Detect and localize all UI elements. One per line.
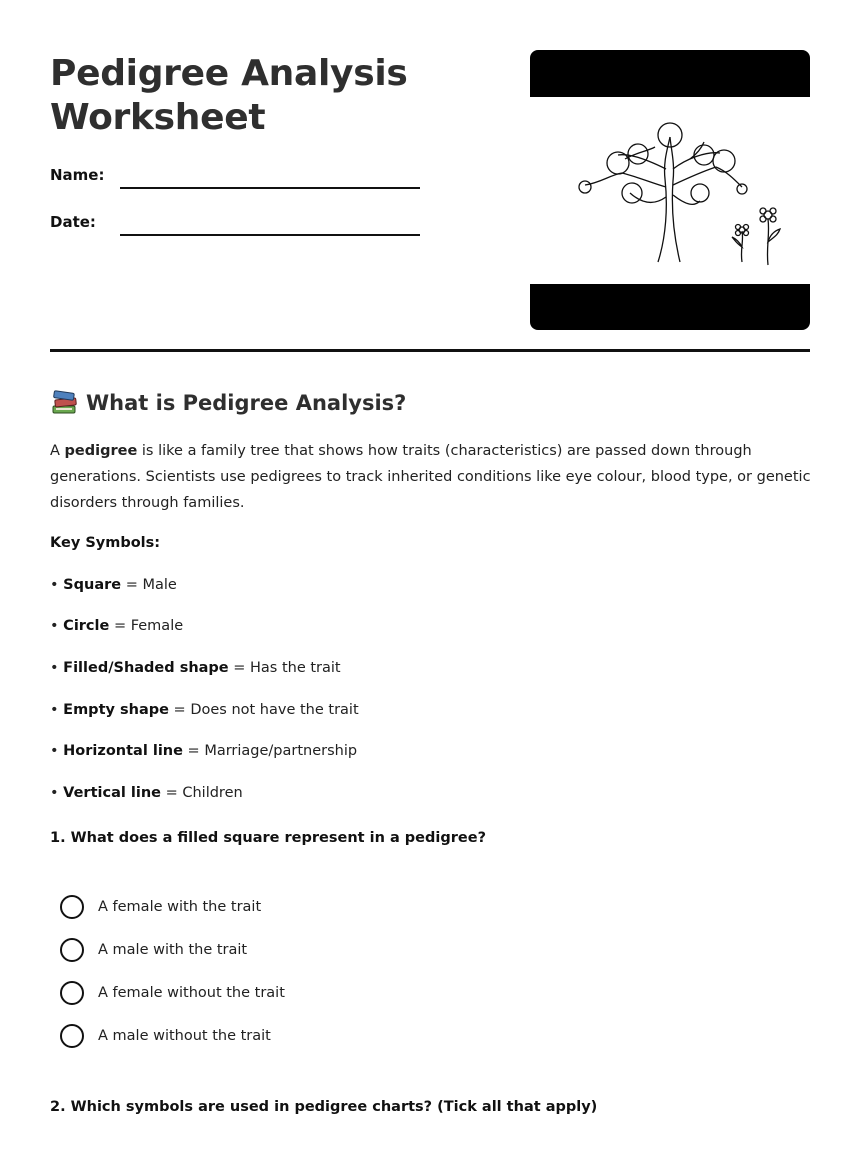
image-letterbox-top <box>530 50 810 97</box>
radio-button[interactable] <box>60 981 84 1005</box>
date-label: Date: <box>50 213 96 231</box>
symbol-item: • Circle = Female <box>50 618 184 634</box>
symbol-meaning: = Children <box>160 785 243 801</box>
radio-button[interactable] <box>60 1024 84 1048</box>
answer-label: A male with the trait <box>98 942 248 958</box>
image-letterbox-bottom <box>530 284 810 330</box>
symbol-item: • Square = Male <box>50 577 177 593</box>
symbol-term: Vertical line <box>63 785 161 801</box>
section-heading-text: What is Pedigree Analysis? <box>86 391 407 415</box>
intro-prefix: A <box>50 443 65 459</box>
answer-label: A male without the trait <box>98 1028 271 1044</box>
symbol-item: • Horizontal line = Marriage/partnership <box>50 743 358 759</box>
symbol-meaning: = Marriage/partnership <box>182 743 358 759</box>
name-field[interactable] <box>120 187 420 189</box>
symbol-meaning: = Has the trait <box>228 660 341 676</box>
symbol-term: Filled/Shaded shape <box>63 660 229 676</box>
symbol-term: Horizontal line <box>63 743 183 759</box>
radio-button[interactable] <box>60 938 84 962</box>
books-icon <box>50 390 78 416</box>
family-tree-icon <box>530 97 810 284</box>
page-title: Pedigree Analysis Worksheet <box>50 53 408 138</box>
symbol-meaning: = Male <box>121 577 177 593</box>
symbol-item: • Filled/Shaded shape = Has the trait <box>50 660 341 676</box>
name-label: Name: <box>50 166 105 184</box>
question-1: 1. What does a filled square represent in a pedigree? <box>50 830 486 846</box>
symbol-term: Circle <box>63 618 110 634</box>
symbol-term: Square <box>63 577 122 593</box>
symbol-term: Empty shape <box>63 702 169 718</box>
symbol-meaning: = Female <box>109 618 184 634</box>
date-field[interactable] <box>120 234 420 236</box>
header-divider <box>50 349 810 352</box>
answer-option[interactable] <box>60 938 247 962</box>
symbol-item: • Empty shape = Does not have the trait <box>50 702 359 718</box>
section-heading <box>50 390 406 416</box>
worksheet-page <box>50 0 810 1161</box>
answer-option[interactable] <box>60 1024 271 1048</box>
intro-paragraph <box>50 438 815 516</box>
intro-keyword: pedigree <box>64 443 138 459</box>
radio-button[interactable] <box>60 895 84 919</box>
answer-option[interactable] <box>60 895 261 919</box>
intro-text: is like a family tree that shows how traits (characteristics) are passed down through generations. Scientists use pedigrees to track inherited conditions like eye colour, blood type, or genetic disorders through families. <box>50 443 811 511</box>
question-2: 2. Which symbols are used in pedigree charts? (Tick all that apply) <box>50 1099 598 1115</box>
answer-label: A female with the trait <box>98 899 262 915</box>
symbol-item: • Vertical line = Children <box>50 785 243 801</box>
answer-option[interactable] <box>60 981 285 1005</box>
answer-label: A female without the trait <box>98 985 285 1001</box>
key-symbols-heading: Key Symbols: <box>50 535 161 551</box>
symbol-meaning: = Does not have the trait <box>168 702 359 718</box>
family-tree-image <box>530 50 810 330</box>
